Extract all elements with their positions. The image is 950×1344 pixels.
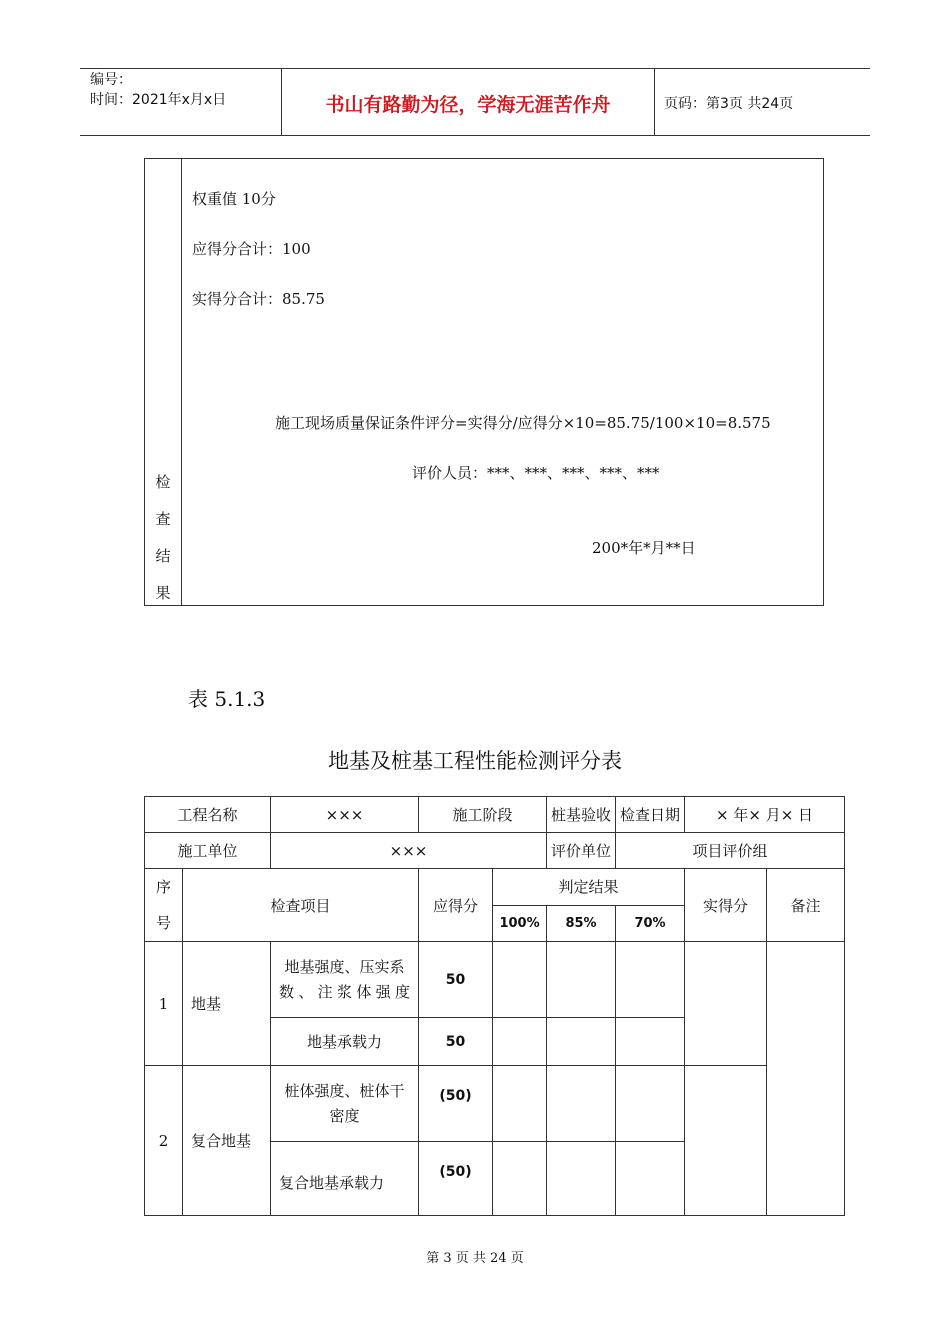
row-item-name: 复合地基承载力	[271, 1142, 419, 1216]
col-70: 70%	[616, 905, 685, 942]
col-seq-char: 序	[155, 878, 171, 896]
page-label: 页码：第3页 共24页	[664, 96, 794, 112]
col-actual: 实得分	[685, 869, 767, 942]
col-judge: 判定结果	[493, 869, 685, 906]
row-seq: 1	[145, 942, 183, 1066]
stage-label: 施工阶段	[419, 797, 547, 833]
col-item: 检查项目	[183, 869, 419, 942]
judge-100-cell	[493, 942, 547, 1018]
judge-85-cell	[547, 1066, 616, 1142]
weight-value: 权重值 10分	[192, 190, 276, 208]
side-char: 查	[155, 510, 171, 528]
check-date-value: × 年× 月× 日	[685, 797, 845, 833]
check-date-label: 检查日期	[616, 797, 685, 833]
row-item-name: 地基承载力	[271, 1018, 419, 1066]
box-divider	[181, 159, 182, 605]
header-divider-1	[281, 69, 282, 136]
actual-total: 实得分合计：85.75	[192, 290, 325, 308]
judge-100-cell	[493, 1018, 547, 1066]
eval-unit-value: 项目评价组	[616, 833, 845, 869]
unit-value: ×××	[271, 833, 547, 869]
col-100: 100%	[493, 905, 547, 942]
row-item-score: 50	[419, 1018, 493, 1066]
judge-85-cell	[547, 1142, 616, 1216]
table-title: 地基及桩基工程性能检测评分表	[328, 749, 622, 773]
header-bottom-rule	[80, 135, 870, 136]
row-item-score: (50)	[419, 1142, 493, 1216]
col-85: 85%	[547, 905, 616, 942]
score-table	[144, 796, 845, 1216]
col-seq	[145, 869, 183, 942]
col-due: 应得分	[419, 869, 493, 942]
table-row	[145, 797, 845, 833]
table-row	[145, 942, 845, 1018]
inspection-result-label	[145, 464, 181, 612]
judge-70-cell	[616, 1142, 685, 1216]
table-caption: 表 5.1.3	[188, 687, 266, 711]
header-top-rule	[80, 68, 870, 69]
due-total: 应得分合计：100	[192, 240, 311, 258]
table-row	[145, 1066, 845, 1142]
evaluation-date: 200*年*月**日	[592, 539, 696, 557]
judge-100-cell	[493, 1142, 547, 1216]
side-char: 果	[155, 584, 171, 602]
side-char: 结	[155, 547, 171, 565]
judge-85-cell	[547, 1018, 616, 1066]
row-item-score: (50)	[419, 1066, 493, 1142]
page-footer: 第 3 页 共 24 页	[426, 1251, 524, 1266]
unit-label: 施工单位	[145, 833, 271, 869]
row-category: 复合地基	[183, 1066, 271, 1216]
header-divider-2	[654, 69, 655, 136]
judge-70-cell	[616, 1018, 685, 1066]
row-category: 地基	[183, 942, 271, 1066]
row-seq: 2	[145, 1066, 183, 1216]
actual-score-cell	[685, 1066, 767, 1216]
judge-100-cell	[493, 1066, 547, 1142]
row-item-score: 50	[419, 942, 493, 1018]
inspection-result-box	[144, 158, 824, 606]
project-name-label: 工程名称	[145, 797, 271, 833]
serial-label: 编号：	[90, 72, 132, 88]
judge-70-cell	[616, 1066, 685, 1142]
stage-value: 桩基验收	[547, 797, 616, 833]
actual-score-cell	[685, 942, 767, 1066]
judge-85-cell	[547, 942, 616, 1018]
table-row	[145, 833, 845, 869]
score-formula: 施工现场质量保证条件评分=实得分/应得分×10=85.75/100×10=8.575	[275, 414, 771, 432]
eval-unit-label: 评价单位	[547, 833, 616, 869]
header-motto: 书山有路勤为径，学海无涯苦作舟	[325, 94, 611, 116]
judge-70-cell	[616, 942, 685, 1018]
side-char: 检	[155, 473, 171, 491]
row-item-name: 桩体强度、桩体干密度	[271, 1066, 419, 1142]
project-name-value: ×××	[271, 797, 419, 833]
col-seq-char: 号	[155, 914, 171, 932]
col-note: 备注	[767, 869, 845, 942]
table-header-row	[145, 869, 845, 906]
note-cell	[767, 942, 845, 1216]
time-label: 时间：2021年x月x日	[90, 92, 227, 108]
row-item-name: 地基强度、压实系数、注浆体强度	[271, 942, 419, 1018]
evaluators: 评价人员：***、***、***、***、***	[412, 464, 660, 482]
